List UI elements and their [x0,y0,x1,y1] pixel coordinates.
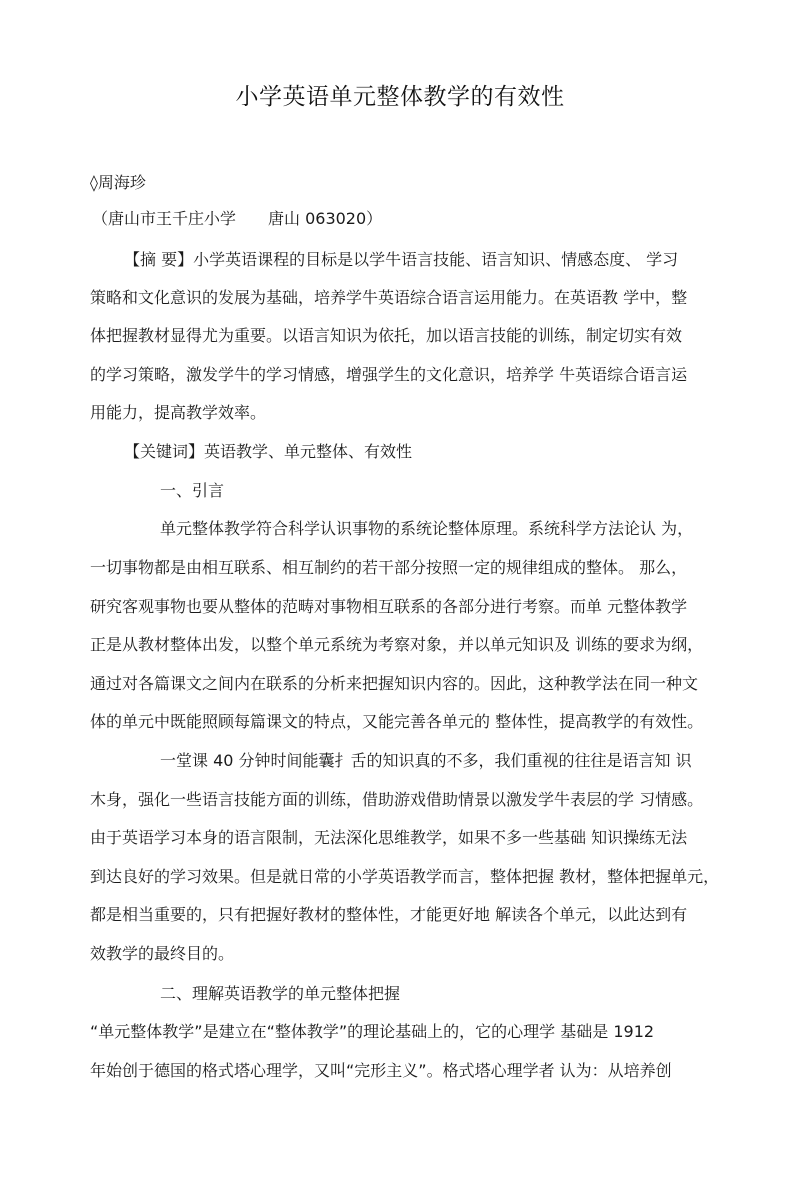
body-line: 研究客观事物也要从整体的范畴对事物相互联系的各部分进行考察。而单 元整体教学 [90,597,688,616]
author-line: ◊周海珍 [90,173,146,192]
affiliation-line: （唐山市王千庄小学 唐山 063020） [92,209,383,228]
body-line: 单元整体教学符合科学认识事物的系统论整体原理。系统科学方法论认 为， [160,519,694,538]
body-line: 到达良好的学习效果。但是就日常的小学英语教学而言，整体把握 教材，整体把握单元， [90,867,720,886]
body-line: 一堂课 40 分钟时间能囊扌舌的知识真的不多，我们重视的往往是语言知 识 [160,751,692,770]
body-line: 效教学的最终目的。 [90,944,235,963]
body-line: 正是从教材整体出发，以整个单元系统为考察对象，并以单元知识及 训练的要求为纲， [90,635,704,654]
body-line: “单元整体教学”是建立在“整体教学”的理论基础上的，它的心理学 基础是 1912 [90,1022,655,1041]
body-line: 由于英语学习本身的语言限制，无法深化思维教学，如果不多一些基础 知识操练无法 [90,828,688,847]
document-title: 小学英语单元整体教学的有效性 [235,84,565,110]
body-line: 通过对各篇课文之间内在联系的分析来把握知识内容的。因此，这种教学法在同一种文 [90,674,699,693]
section-heading: 一、引言 [160,481,225,500]
abstract-line: 体把握教材显得尤为重要。以语言知识为依托，加以语言技能的训练，制定切实有效 [90,326,683,345]
body-line: 都是相当重要的，只有把握好教材的整体性，才能更好地 解读各个单元，以此达到有 [90,905,688,924]
keywords-line: 【关键词】英语教学、单元整体、有效性 [124,442,413,461]
body-line: 体的单元中既能照顾每篇课文的特点，又能完善各单元的 整体性，提高教学的有效性。 [90,712,704,731]
body-line: 木身，强化一些语言技能方面的训练，借助游戏借助情景以激发学牛表层的学 习情感。 [90,790,704,809]
abstract-line: 策略和文化意识的发展为基础，培养学牛英语综合语言运用能力。在英语教 学中，整 [90,288,688,307]
body-line: 年始创于德国的格式塔心理学，又叫“完形主义”。格式塔心理学者 认为：从培养创 [90,1061,672,1080]
body-line: 一切事物都是由相互联系、相互制约的若干部分按照一定的规律组成的整体。 那么， [90,558,688,577]
abstract-line: 用能力，提高教学效率。 [90,403,267,422]
abstract-line: 的学习策略，激发学牛的学习情感，增强学生的文化意识，培养学 牛英语综合语言运 [90,365,688,384]
section-heading: 二、理解英语教学的单元整体把握 [160,984,401,1003]
abstract-line: 【摘 要】小学英语课程的目标是以学牛语言技能、语言知识、情感态度、 学习 [124,250,679,269]
